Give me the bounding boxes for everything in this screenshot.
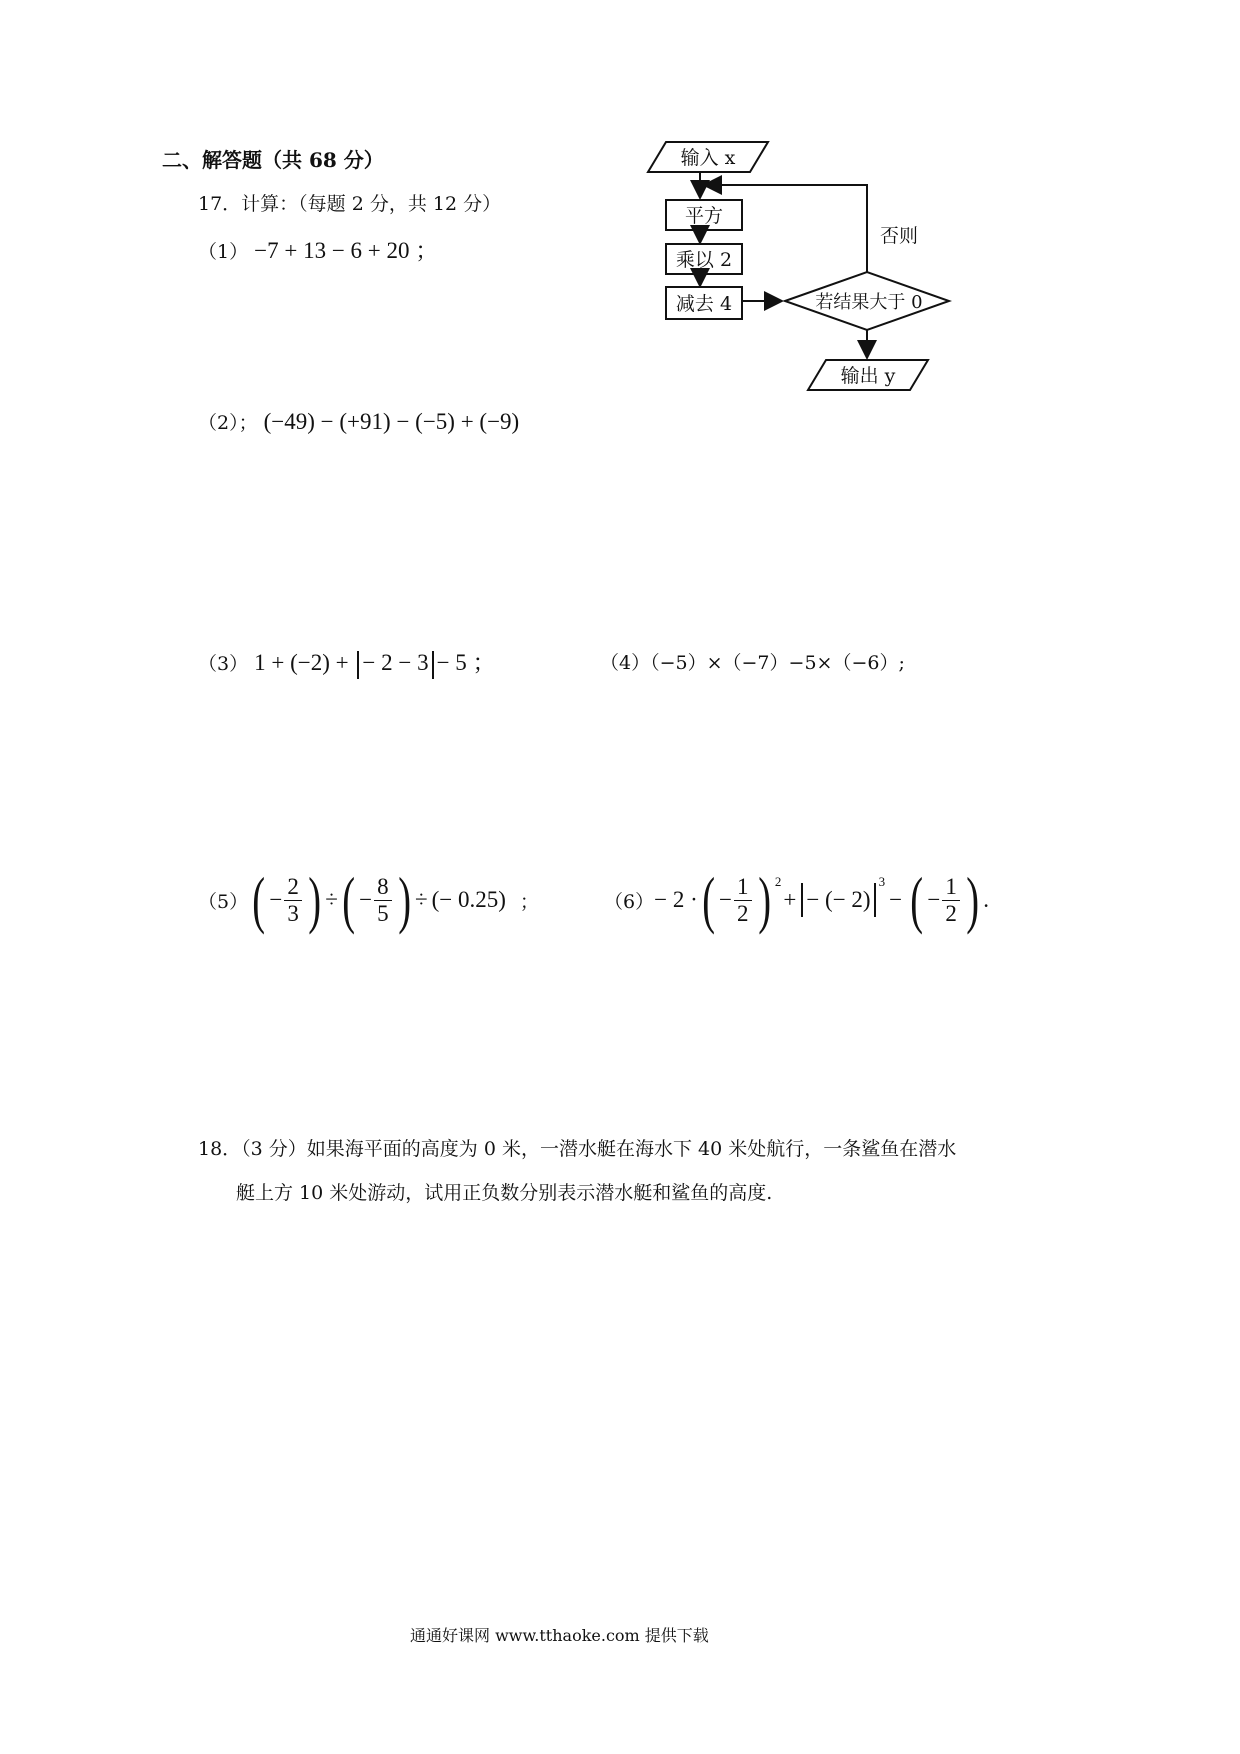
q17-part5-end: ；: [519, 891, 539, 913]
q17-part2-label: （2）；: [198, 412, 258, 434]
footer: 通通好课网 www.tthaoke.com 提供下载: [410, 1626, 709, 1645]
q17-part5-div2: ÷: [414, 887, 428, 912]
fraction-1-2: [734, 874, 752, 927]
q17-part6: [604, 864, 989, 935]
q17-part6-minus: −: [889, 887, 903, 912]
paren-open: (: [252, 864, 266, 935]
frac-den: 2: [945, 900, 957, 926]
abs-bar-right: [874, 883, 876, 917]
fraction-2-3: [284, 874, 302, 927]
paren-close: ): [397, 864, 411, 935]
frac-num: 8: [374, 874, 392, 901]
q18-line1: 18．（3 分）如果海平面的高度为 0 米，一潜水艇在海水下 40 米处航行，一条鲨鱼在潜水: [198, 1138, 957, 1160]
flow-output-label: 输出 y: [840, 365, 896, 387]
fraction-1-2: [942, 874, 960, 927]
q17-part6-plus: +: [783, 887, 797, 912]
q17-part5-neg1: −: [269, 887, 283, 912]
flow-subtract-label: 减去 4: [675, 293, 733, 315]
paren-close: ): [757, 864, 771, 935]
q17-part6-expr-a: − 2 ·: [654, 887, 698, 912]
flow-input-label: 输入 x: [680, 147, 736, 169]
flow-square-label: 平方: [684, 205, 724, 227]
paren-open: (: [910, 864, 924, 935]
frac-den: 2: [737, 900, 749, 926]
q17-part6-neg2: −: [927, 887, 941, 912]
frac-num: 1: [942, 874, 960, 901]
q17-part5-neg2: −: [359, 887, 373, 912]
flow-multiply-label: 乘以 2: [675, 249, 733, 271]
q17-part6-neg1: −: [719, 887, 733, 912]
q17-part3: [198, 644, 496, 679]
q17-part1: [198, 232, 438, 265]
q17-part2: [198, 408, 519, 435]
q17-part3-expr-b: − 2 − 3: [362, 650, 429, 675]
q17-part6-end: .: [983, 887, 989, 912]
q17-part1-expression: −7 + 13 − 6 + 20 ；: [254, 238, 439, 263]
q17-part3-label: （3）: [198, 653, 249, 675]
abs-bar-left: [357, 651, 359, 679]
frac-num: 1: [734, 874, 752, 901]
q17-part6-mid: − (− 2): [806, 887, 871, 912]
flow-otherwise-label: 否则: [880, 225, 919, 247]
frac-num: 2: [284, 874, 302, 901]
abs-bar-left: [801, 883, 803, 917]
exponent: 3: [878, 874, 886, 889]
q17-part1-label: （1）: [198, 241, 249, 263]
paren-close: ): [308, 864, 321, 935]
section-title: 二、解答题（共 68 分）: [162, 148, 384, 172]
flowchart: [640, 136, 1000, 406]
q17-part5-label: （5）: [198, 890, 249, 913]
paren-open: (: [701, 864, 715, 935]
flow-condition-label: 若结果大于 0: [815, 292, 923, 313]
q17-part5-expr-c: (− 0.25): [431, 887, 506, 912]
q18-line2: 艇上方 10 米处游动，试用正负数分别表示潜水艇和鲨鱼的高度.: [236, 1182, 773, 1204]
q17-part6-label: （6）: [604, 890, 655, 913]
fraction-8-5: [374, 874, 392, 927]
paren-close: ): [966, 864, 979, 935]
q17-part3-expr-a: 1 + (−2) +: [254, 650, 355, 675]
q17-part5: [198, 864, 539, 935]
frac-den: 5: [377, 900, 389, 926]
q17-part5-div1: ÷: [325, 887, 338, 912]
q17-heading: 17．计算：（每题 2 分，共 12 分）: [198, 193, 502, 215]
abs-bar-right: [432, 651, 434, 679]
frac-den: 3: [287, 900, 299, 926]
q17-part4: （4）（−5）×（−7）−5×（−6）;: [600, 652, 905, 674]
exponent: 2: [774, 874, 782, 889]
q17-part2-expression: (−49) − (+91) − (−5) + (−9): [263, 409, 520, 434]
paren-open: (: [342, 864, 355, 935]
q17-part3-expr-c: − 5 ；: [436, 650, 496, 675]
